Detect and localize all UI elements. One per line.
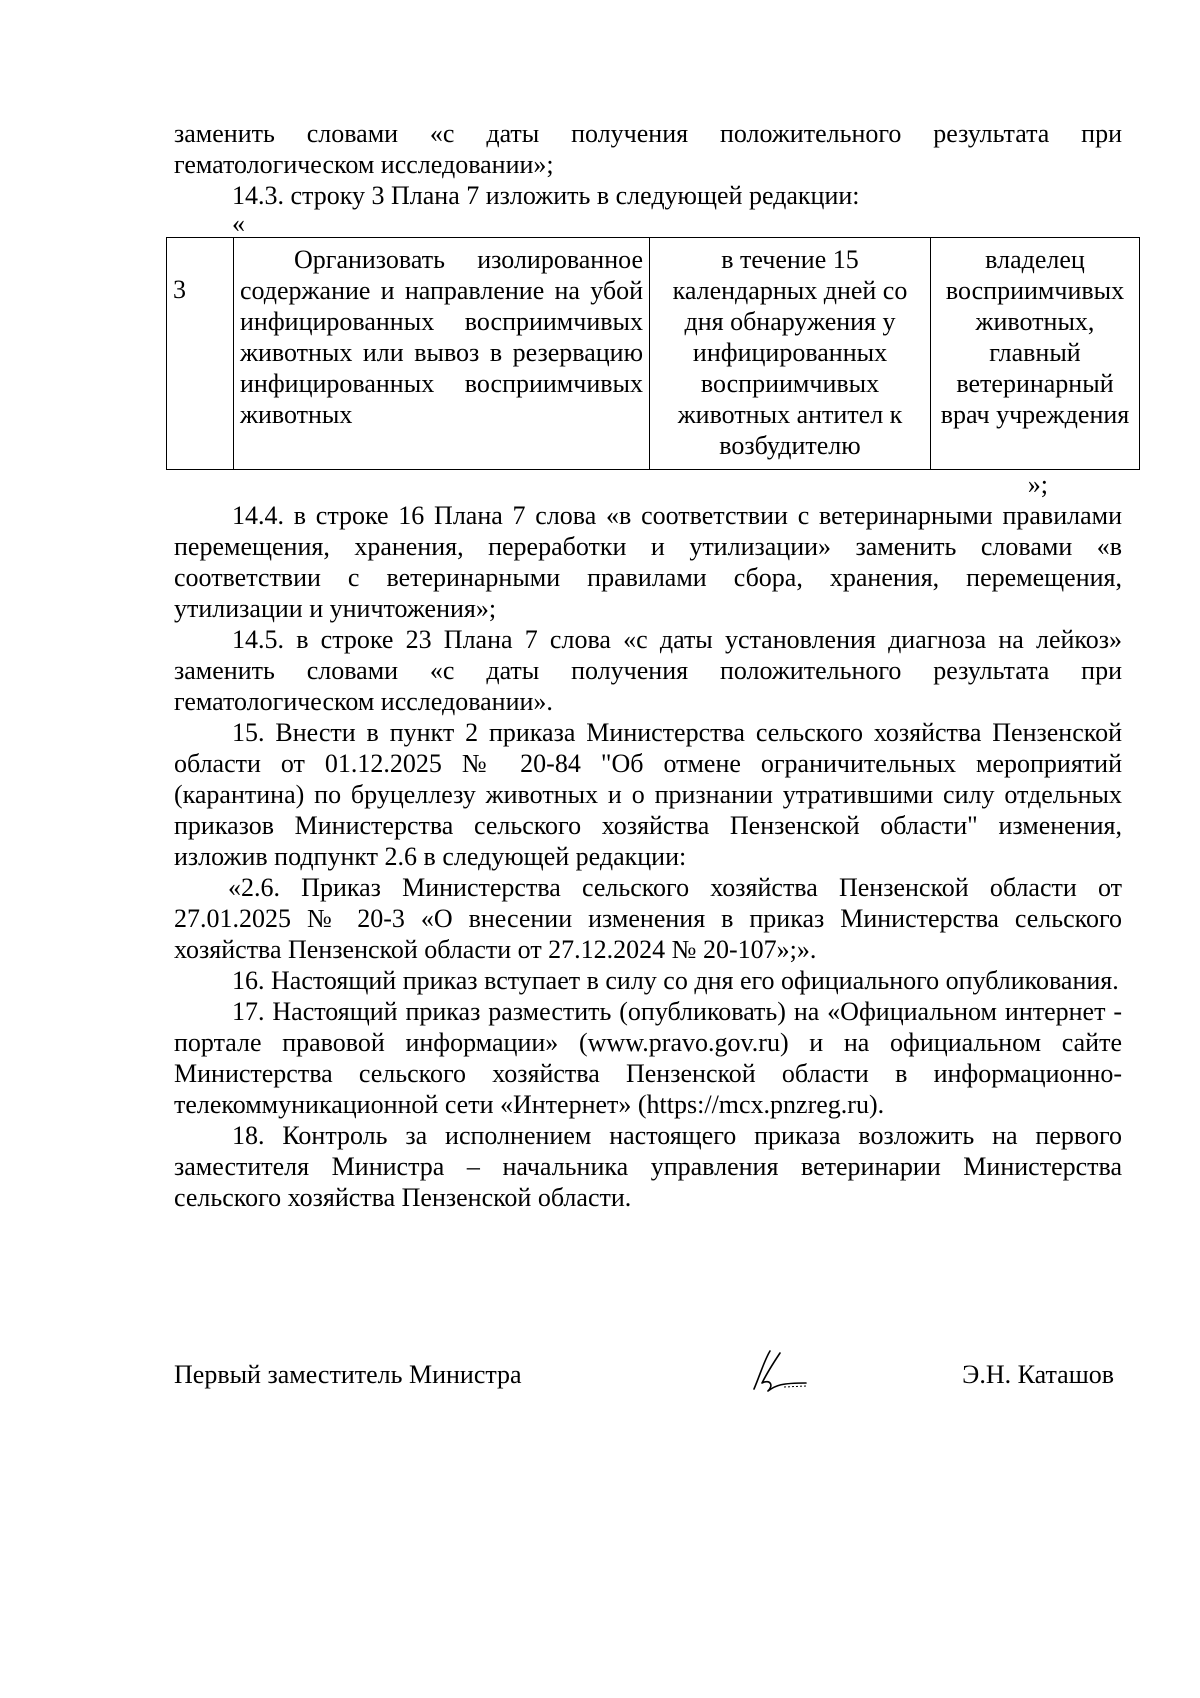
handwritten-signature xyxy=(740,1345,810,1397)
paragraph-15: 15. Внести в пункт 2 приказа Министерства сельского хозяйства Пензенской области от 01.12.2025 № 20-84 "Об отмене ограничительных мероприятий (карантина) по бруцеллезу животных и о признании утратившими силу отдельных приказов Министерства сельского хозяйства Пензенской области" изменения, изложив подпункт 2.6 в следующей редакции: xyxy=(174,718,1122,871)
document-body xyxy=(173,118,1130,1213)
table-row xyxy=(167,238,1140,470)
paragraph-2-6-quote: «2.6. Приказ Министерства сельского хозяйства Пензенской области от 27.01.2025 № 20-3 «О внесении изменения в приказ Министерства сельского хозяйства Пензенской области от 27.12.2024 № 20-107»;». xyxy=(174,873,1122,964)
paragraph-14-3: 14.3. строку 3 Плана 7 изложить в следующей редакции: xyxy=(232,181,860,210)
quote-close-mark: »; xyxy=(1027,470,1048,499)
paragraph-14-4: 14.4. в строке 16 Плана 7 слова «в соответствии с ветеринарными правилами перемещения, хранения, переработки и утилизации» заменить словами «в соответствии с ветеринарными правилами сбора, хранения, перемещения, утилизации и уничтожения»; xyxy=(174,501,1122,623)
signatory-name: Э.Н. Каташов xyxy=(962,1360,1114,1389)
action-text: Организовать изолированное содержание и направление на убой инфицированных восприимчивых животных или вывоз в резервацию инфицированных восприимчивых животных xyxy=(240,245,643,429)
row-number-cell: 3 xyxy=(167,238,234,470)
signatory-title: Первый заместитель Министра xyxy=(174,1360,522,1389)
paragraph-17: 17. Настоящий приказ разместить (опубликовать) на «Официальном интернет - портале правовой информации» (www.pravo.gov.ru) и на официальном сайте Министерства сельского хозяйства Пензенской области в информационно-телекоммуникационной сети «Интернет» (https://mcx.pnzreg.ru). xyxy=(174,997,1122,1119)
paragraph-16: 16. Настоящий приказ вступает в силу со дня его официального опубликования. xyxy=(232,966,1119,995)
quote-open-mark: « xyxy=(232,209,245,238)
signature-block xyxy=(174,1353,1122,1403)
paragraph-18: 18. Контроль за исполнением настоящего приказа возложить на первого заместителя Министра – начальника управления ветеринарии Министерства сельского хозяйства Пензенской области. xyxy=(174,1121,1122,1212)
paragraph-continuation: заменить словами «с даты получения положительного результата при гематологическом исследовании»; xyxy=(174,119,1122,179)
paragraph-14-5: 14.5. в строке 23 Плана 7 слова «с даты установления диагноза на лейкоз» заменить словами «с даты получения положительного результата при гематологическом исследовании». xyxy=(174,625,1122,716)
term-cell: в течение 15 календарных дней со дня обнаружения у инфицированных восприимчивых животных антител к возбудителю xyxy=(650,238,931,470)
action-cell xyxy=(234,238,650,470)
plan-table xyxy=(166,237,1140,470)
responsible-cell: владелец восприимчивых животных, главный ветеринарный врач учреждения xyxy=(931,238,1140,470)
